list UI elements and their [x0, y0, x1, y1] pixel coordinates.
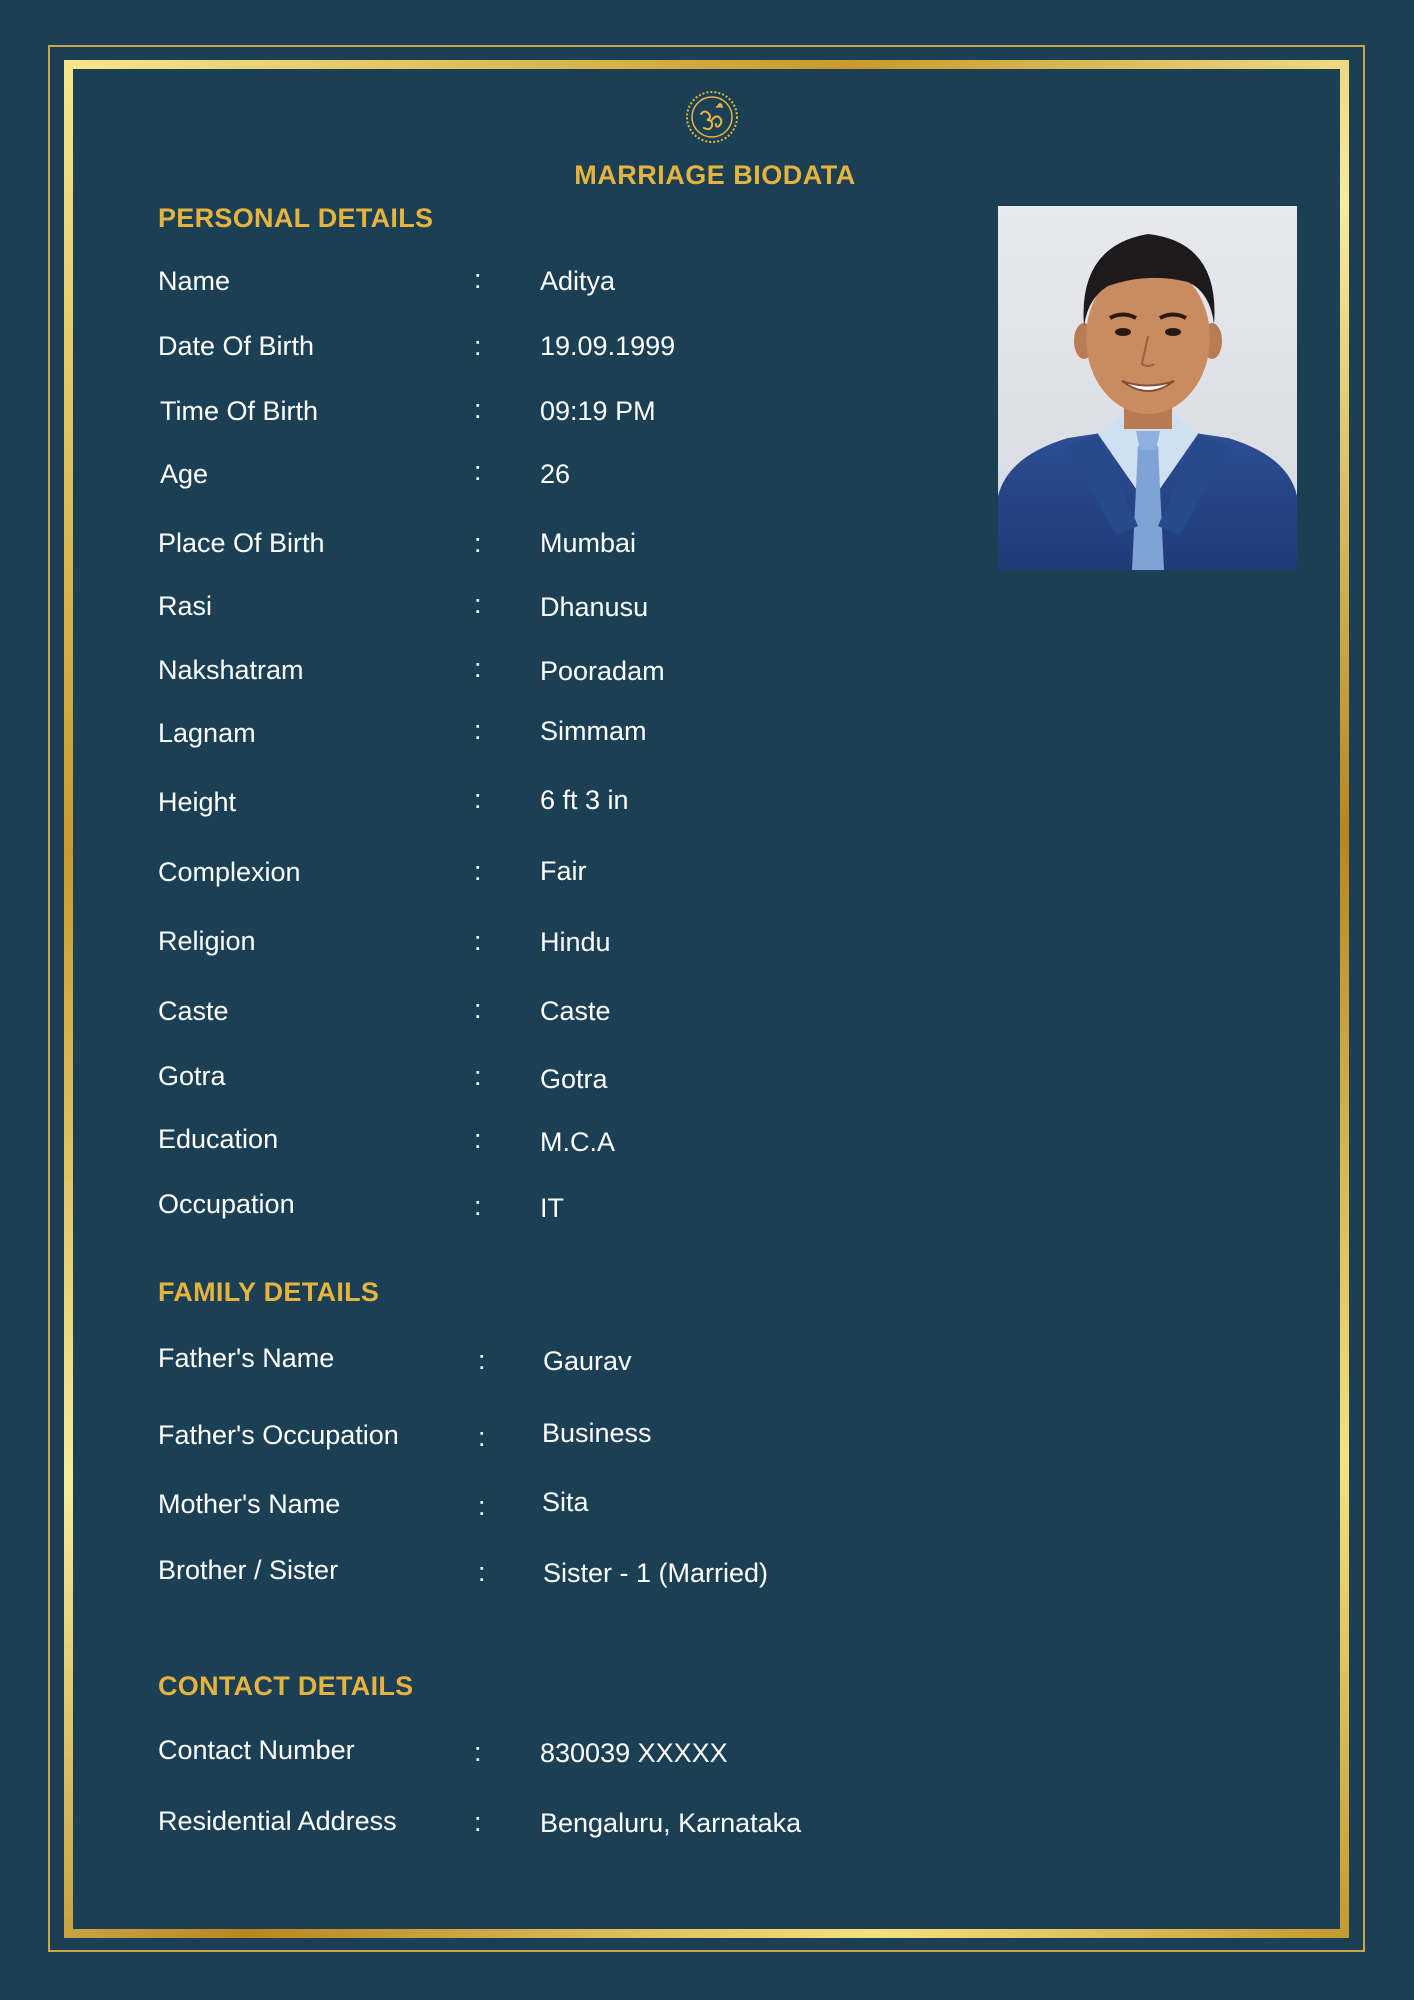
value-caste: Caste	[540, 996, 611, 1026]
value-complexion: Fair	[540, 856, 587, 886]
value-occupation: IT	[540, 1193, 564, 1223]
value-nakshatram: Pooradam	[540, 656, 665, 686]
label-nakshatram: Nakshatram	[158, 655, 304, 685]
label-height: Height	[158, 787, 237, 817]
separator: :	[474, 856, 482, 886]
value-date-of-birth: 19.09.1999	[540, 331, 676, 361]
separator: :	[474, 331, 482, 361]
separator: :	[474, 926, 482, 956]
separator: :	[474, 1807, 482, 1837]
separator: :	[478, 1557, 486, 1587]
value-education: M.C.A	[540, 1127, 616, 1157]
label-occupation: Occupation	[158, 1189, 295, 1219]
label-age: Age	[160, 459, 209, 489]
value-mothers-name: Sita	[542, 1487, 589, 1517]
separator: :	[474, 1061, 482, 1091]
profile-photo	[998, 206, 1297, 570]
separator: :	[474, 994, 482, 1024]
separator: :	[474, 653, 482, 683]
family-details-heading: FAMILY DETAILS	[158, 1277, 380, 1307]
separator: :	[474, 1737, 482, 1767]
personal-details-heading: PERSONAL DETAILS	[158, 203, 434, 233]
value-residential-address: Bengaluru, Karnataka	[540, 1808, 802, 1838]
value-contact-number: 830039 XXXXX	[540, 1738, 728, 1768]
label-brother-sister: Brother / Sister	[158, 1555, 339, 1585]
value-brother-sister: Sister - 1 (Married)	[543, 1558, 769, 1588]
label-fathers-name: Father's Name	[158, 1343, 335, 1373]
label-fathers-occupation: Father's Occupation	[158, 1420, 399, 1450]
value-religion: Hindu	[540, 927, 611, 957]
separator: :	[474, 394, 482, 424]
value-rasi: Dhanusu	[540, 592, 649, 622]
label-contact-number: Contact Number	[158, 1735, 355, 1765]
label-place-of-birth: Place Of Birth	[158, 528, 325, 558]
label-education: Education	[158, 1124, 279, 1154]
separator: :	[478, 1491, 486, 1521]
label-time-of-birth: Time Of Birth	[160, 396, 319, 426]
page-title: MARRIAGE BIODATA	[574, 160, 856, 190]
separator: :	[474, 528, 482, 558]
separator: :	[474, 784, 482, 814]
label-complexion: Complexion	[158, 857, 301, 887]
label-residential-address: Residential Address	[158, 1806, 397, 1836]
separator: :	[474, 715, 482, 745]
separator: :	[474, 456, 482, 486]
separator: :	[474, 1124, 482, 1154]
value-age: 26	[540, 459, 571, 489]
label-caste: Caste	[158, 996, 229, 1026]
value-place-of-birth: Mumbai	[540, 528, 637, 558]
separator: :	[474, 589, 482, 619]
label-mothers-name: Mother's Name	[158, 1489, 341, 1519]
label-date-of-birth: Date Of Birth	[158, 331, 315, 361]
value-lagnam: Simmam	[540, 716, 647, 746]
om-symbol-icon	[685, 90, 739, 144]
label-religion: Religion	[158, 926, 256, 956]
value-gotra: Gotra	[540, 1064, 608, 1094]
label-gotra: Gotra	[158, 1061, 226, 1091]
contact-details-heading: CONTACT DETAILS	[158, 1671, 414, 1701]
label-rasi: Rasi	[158, 591, 213, 621]
value-fathers-occupation: Business	[542, 1418, 652, 1448]
value-name: Aditya	[540, 266, 616, 296]
label-lagnam: Lagnam	[158, 718, 256, 748]
separator: :	[478, 1345, 486, 1375]
separator: :	[474, 264, 482, 294]
separator: :	[478, 1422, 486, 1452]
value-fathers-name: Gaurav	[543, 1346, 632, 1376]
value-height: 6 ft 3 in	[540, 785, 629, 815]
separator: :	[474, 1191, 482, 1221]
label-name: Name	[158, 266, 231, 296]
value-time-of-birth: 09:19 PM	[540, 396, 656, 426]
